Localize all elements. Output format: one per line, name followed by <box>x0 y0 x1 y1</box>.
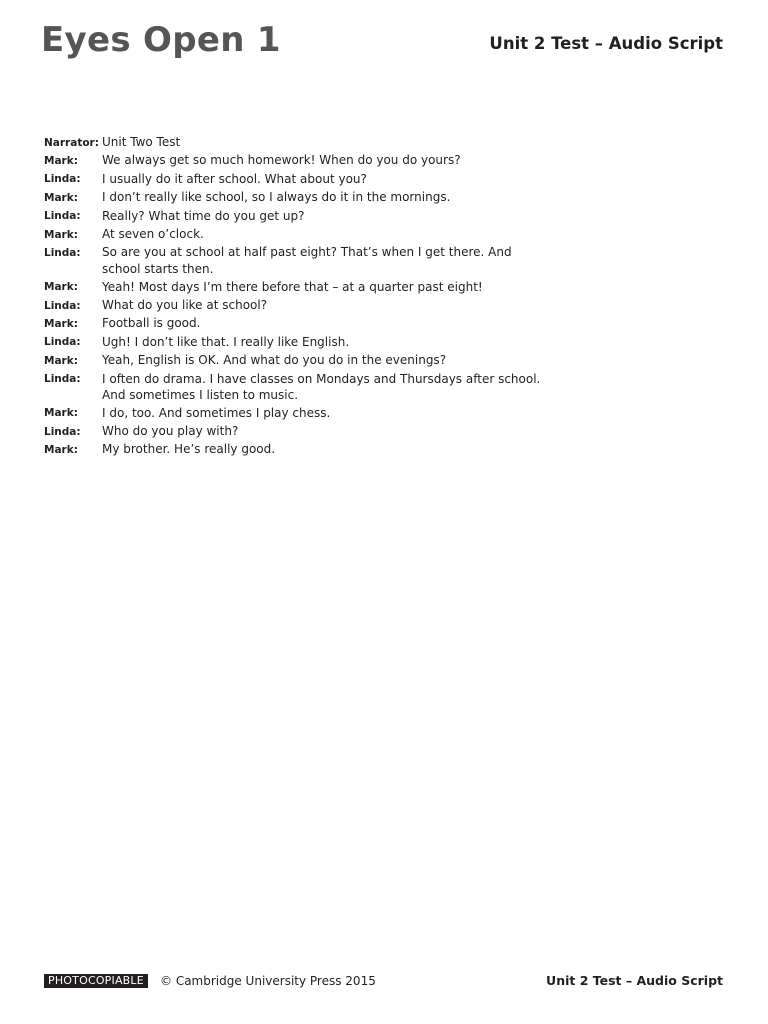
script-line <box>44 189 544 206</box>
utterance-text: I usually do it after school. What about you? <box>102 171 367 186</box>
script-line <box>44 297 544 314</box>
script-line <box>44 405 544 422</box>
script-line <box>44 152 544 169</box>
speaker-label: Mark: <box>44 354 78 367</box>
speaker-label: Mark: <box>44 154 78 167</box>
speaker-label: Linda: <box>44 373 81 386</box>
script-line <box>44 423 544 440</box>
script-line <box>44 244 544 277</box>
page-footer <box>44 972 723 992</box>
script-line <box>44 208 544 225</box>
script-line <box>44 352 544 369</box>
audio-script <box>44 134 544 460</box>
copyright-notice: © Cambridge University Press 2015 <box>160 974 376 988</box>
utterance-text: At seven o’clock. <box>102 226 204 241</box>
script-line <box>44 334 544 351</box>
speaker-label: Linda: <box>44 246 81 259</box>
utterance-text: I don’t really like school, so I always do it in the mornings. <box>102 190 451 205</box>
speaker-label: Mark: <box>44 228 78 241</box>
script-line <box>44 134 544 151</box>
utterance-text: Yeah! Most days I’m there before that – at a quarter past eight! <box>102 279 483 294</box>
speaker-label: Linda: <box>44 425 81 438</box>
speaker-label: Mark: <box>44 281 78 294</box>
utterance-text: Really? What time do you get up? <box>102 208 305 223</box>
speaker-label: Linda: <box>44 336 81 349</box>
speaker-label: Linda: <box>44 210 81 223</box>
utterance-text: Football is good. <box>102 316 201 331</box>
script-line <box>44 371 544 404</box>
utterance-text: My brother. He’s really good. <box>102 442 276 457</box>
script-line <box>44 279 544 296</box>
script-line <box>44 315 544 332</box>
utterance-text: Ugh! I don’t like that. I really like English. <box>102 334 350 349</box>
utterance-text: What do you like at school? <box>102 297 268 312</box>
speaker-label: Narrator: <box>44 136 99 149</box>
script-line <box>44 171 544 188</box>
utterance-text: Who do you play with? <box>102 424 239 439</box>
speaker-label: Mark: <box>44 407 78 420</box>
script-line <box>44 441 544 458</box>
utterance-text: I often do drama. I have classes on Mondays and Thursdays after school. And sometimes I listen to music. <box>102 371 541 402</box>
utterance-text: Unit Two Test <box>102 135 181 149</box>
footer-title: Unit 2 Test – Audio Script <box>546 973 723 988</box>
script-line <box>44 226 544 243</box>
book-title: Eyes Open 1 <box>41 20 281 60</box>
utterance-text: I do, too. And sometimes I play chess. <box>102 405 331 420</box>
header-subtitle: Unit 2 Test – Audio Script <box>489 34 723 53</box>
speaker-label: Mark: <box>44 191 78 204</box>
speaker-label: Mark: <box>44 317 78 330</box>
utterance-text: Yeah, English is OK. And what do you do in the evenings? <box>102 353 447 368</box>
photocopiable-badge: PHOTOCOPIABLE <box>44 974 148 988</box>
speaker-label: Linda: <box>44 173 81 186</box>
utterance-text: So are you at school at half past eight? That’s when I get there. And school starts then. <box>102 245 512 276</box>
speaker-label: Mark: <box>44 444 78 457</box>
utterance-text: We always get so much homework! When do you do yours? <box>102 153 461 168</box>
speaker-label: Linda: <box>44 299 81 312</box>
